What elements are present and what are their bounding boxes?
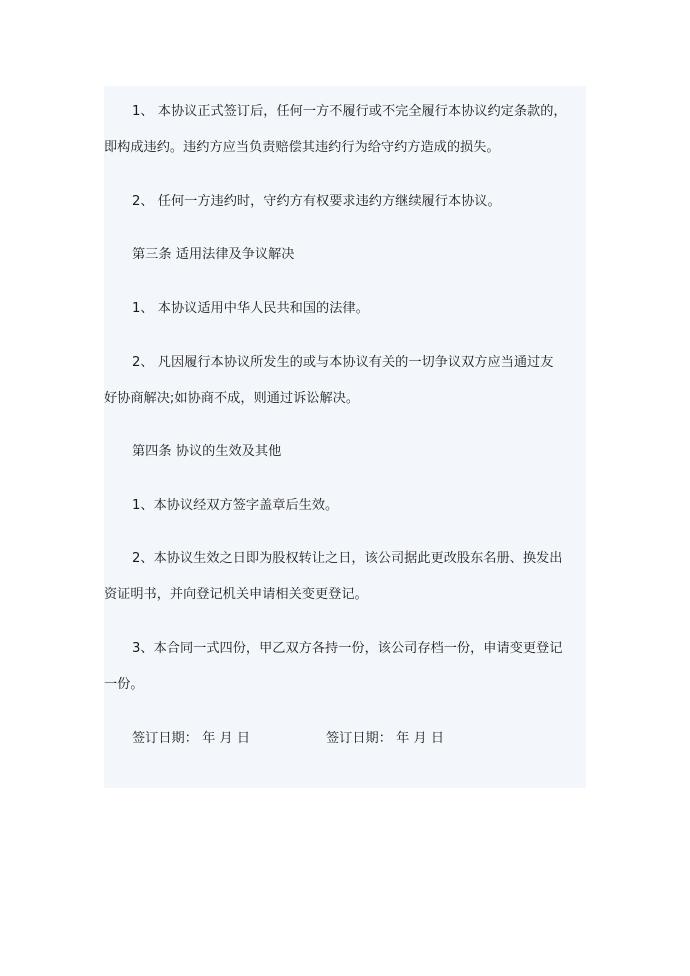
clause-transfer-date-line1: 2、本协议生效之日即为股权转让之日，该公司据此更改股东名册、换发出	[132, 551, 563, 566]
clause-applicable-law: 1、 本协议适用中华人民共和国的法律。	[132, 301, 369, 316]
clause-breach-line2: 即构成违约。违约方应当负责赔偿其违约行为给守约方造成的损失。	[104, 140, 500, 155]
clause-dispute-line1: 2、 凡因履行本协议所发生的或与本协议有关的一切争议双方应当通过友	[132, 355, 554, 370]
section-heading-article4: 第四条 协议的生效及其他	[132, 444, 282, 459]
clause-continue-performance: 2、 任何一方违约时，守约方有权要求违约方继续履行本协议。	[132, 194, 501, 209]
signature-date-row	[132, 715, 444, 762]
section-heading-article3: 第三条 适用法律及争议解决	[132, 247, 295, 262]
clause-copies-line1: 3、本合同一式四份，甲乙双方各持一份，该公司存档一份，申请变更登记	[132, 641, 563, 656]
signature-date-party-b: 签订日期： 年 月 日	[326, 731, 445, 746]
signature-date-party-a: 签订日期： 年 月 日	[132, 731, 251, 746]
clause-breach-line1: 1、 本协议正式签订后，任何一方不履行或不完全履行本协议约定条款的，	[132, 104, 567, 119]
clause-dispute-line2: 好协商解决;如协商不成，则通过诉讼解决。	[104, 391, 360, 406]
clause-effective: 1、本协议经双方签字盖章后生效。	[132, 498, 339, 513]
clause-transfer-date-line2: 资证明书，并向登记机关申请相关变更登记。	[104, 587, 368, 602]
clause-copies-line2: 一份。	[104, 677, 144, 692]
